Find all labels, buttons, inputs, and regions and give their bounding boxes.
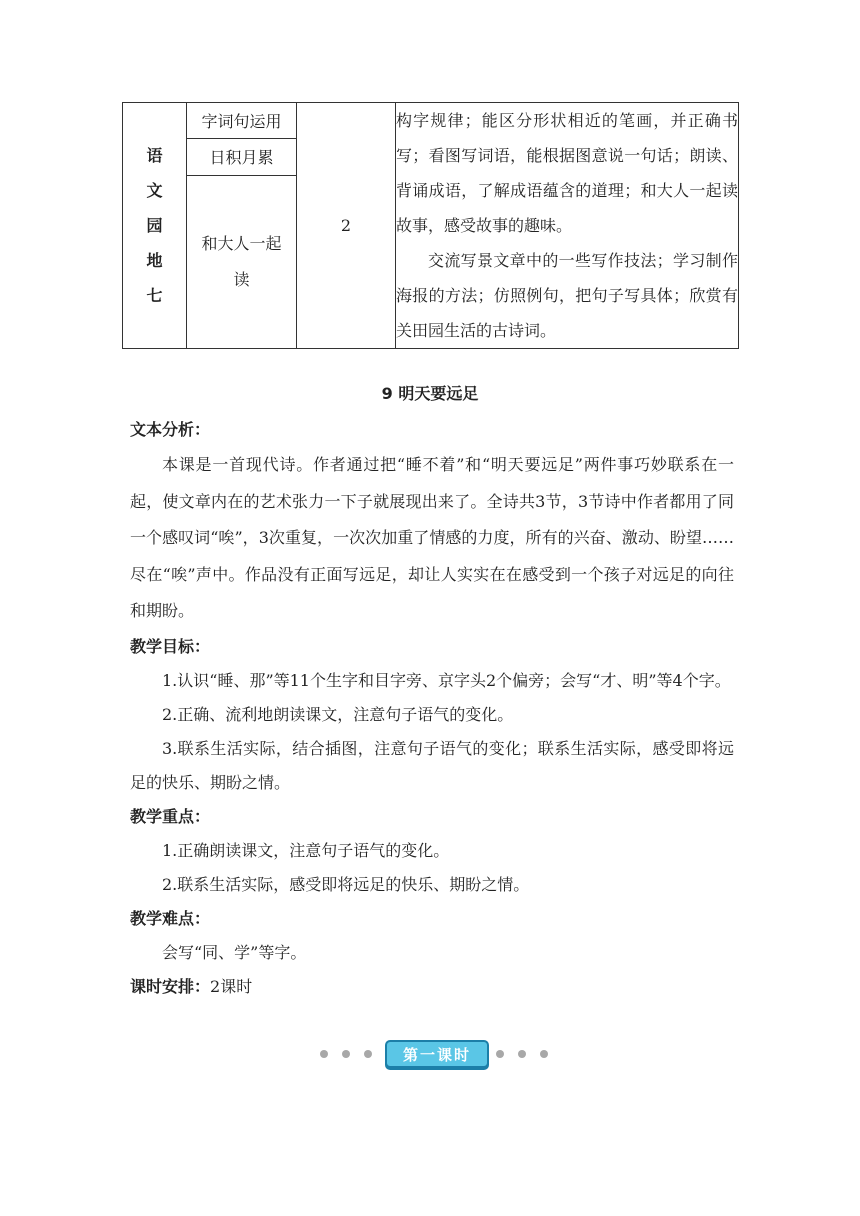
unit-title-char: 园	[146, 216, 163, 235]
key-point-item: 2.联系生活实际，感受即将远足的快乐、期盼之情。	[162, 874, 530, 894]
goal-item: 1.认识“睡、那”等11个生字和目字旁、京字头2个偏旁；会写“才、明”等4个字。	[162, 670, 731, 690]
decor-dot	[320, 1050, 328, 1058]
decor-dot	[342, 1050, 350, 1058]
unit-title-char: 地	[146, 251, 163, 270]
goal-item: 2.正确、流利地朗读课文，注意句子语气的变化。	[162, 704, 514, 724]
decor-dot	[364, 1050, 372, 1058]
unit-hours-cell: 2	[297, 103, 396, 349]
schedule-line	[130, 970, 734, 1004]
goal-item: 3.联系生活实际，结合插图，注意句子语气的变化；联系生活实际，感受即将远足的快乐、期盼之情。	[130, 738, 734, 792]
period-badge: 第一课时	[385, 1040, 489, 1068]
unit-title-char: 七	[146, 286, 163, 305]
decor-dot	[496, 1050, 504, 1058]
schedule-value: 2课时	[210, 976, 253, 996]
goals-heading: 教学目标：	[130, 636, 211, 656]
unit-goals-cell	[396, 103, 739, 349]
difficulty-heading: 教学难点：	[130, 908, 211, 928]
key-point-item: 1.正确朗读课文，注意句子语气的变化。	[162, 840, 450, 860]
difficulty-text: 会写“同、学”等字。	[162, 942, 307, 962]
unit-goal-paragraph: 构字规律；能区分形状相近的笔画，并正确书写；看图写词语，能根据图意说一句话；朗读、背诵成语，了解成语蕴含的道理；和大人一起读故事，感受故事的趣味。	[396, 111, 738, 235]
unit-item-cell: 日积月累	[187, 139, 297, 175]
unit-title-char: 文	[146, 181, 163, 200]
unit-goal-paragraph: 交流写景文章中的一些写作技法；学习制作海报的方法；仿照例句，把句子写具体；欣赏有关田园生活的古诗词。	[396, 251, 738, 340]
analysis-heading: 文本分析：	[130, 420, 211, 439]
decor-dot	[518, 1050, 526, 1058]
unit-item-cell: 字词句运用	[187, 103, 297, 139]
lesson-title: 9 明天要远足	[381, 384, 479, 403]
unit-item-cell: 和大人一起读	[187, 175, 297, 348]
unit-plan-table	[122, 102, 739, 349]
unit-title-cell	[123, 103, 187, 349]
schedule-heading: 课时安排：	[130, 976, 211, 996]
lesson-period-banner	[318, 1040, 558, 1070]
lesson-content	[130, 413, 734, 1004]
key-points-heading: 教学重点：	[130, 806, 211, 826]
unit-title-char: 语	[146, 146, 163, 165]
analysis-text: 本课是一首现代诗。作者通过把“睡不着”和“明天要远足”两件事巧妙联系在一起，使文章内在的艺术张力一下子就展现出来了。全诗共3节，3节诗中作者都用了同一个感叹词“唉”，3次重复，一次次加重了情感的力度，所有的兴奋、激动、盼望……尽在“唉”声中。作品没有正面写远足，却让人实实在在感受到一个孩子对远足的向往和期盼。	[130, 455, 734, 620]
decor-dot	[540, 1050, 548, 1058]
